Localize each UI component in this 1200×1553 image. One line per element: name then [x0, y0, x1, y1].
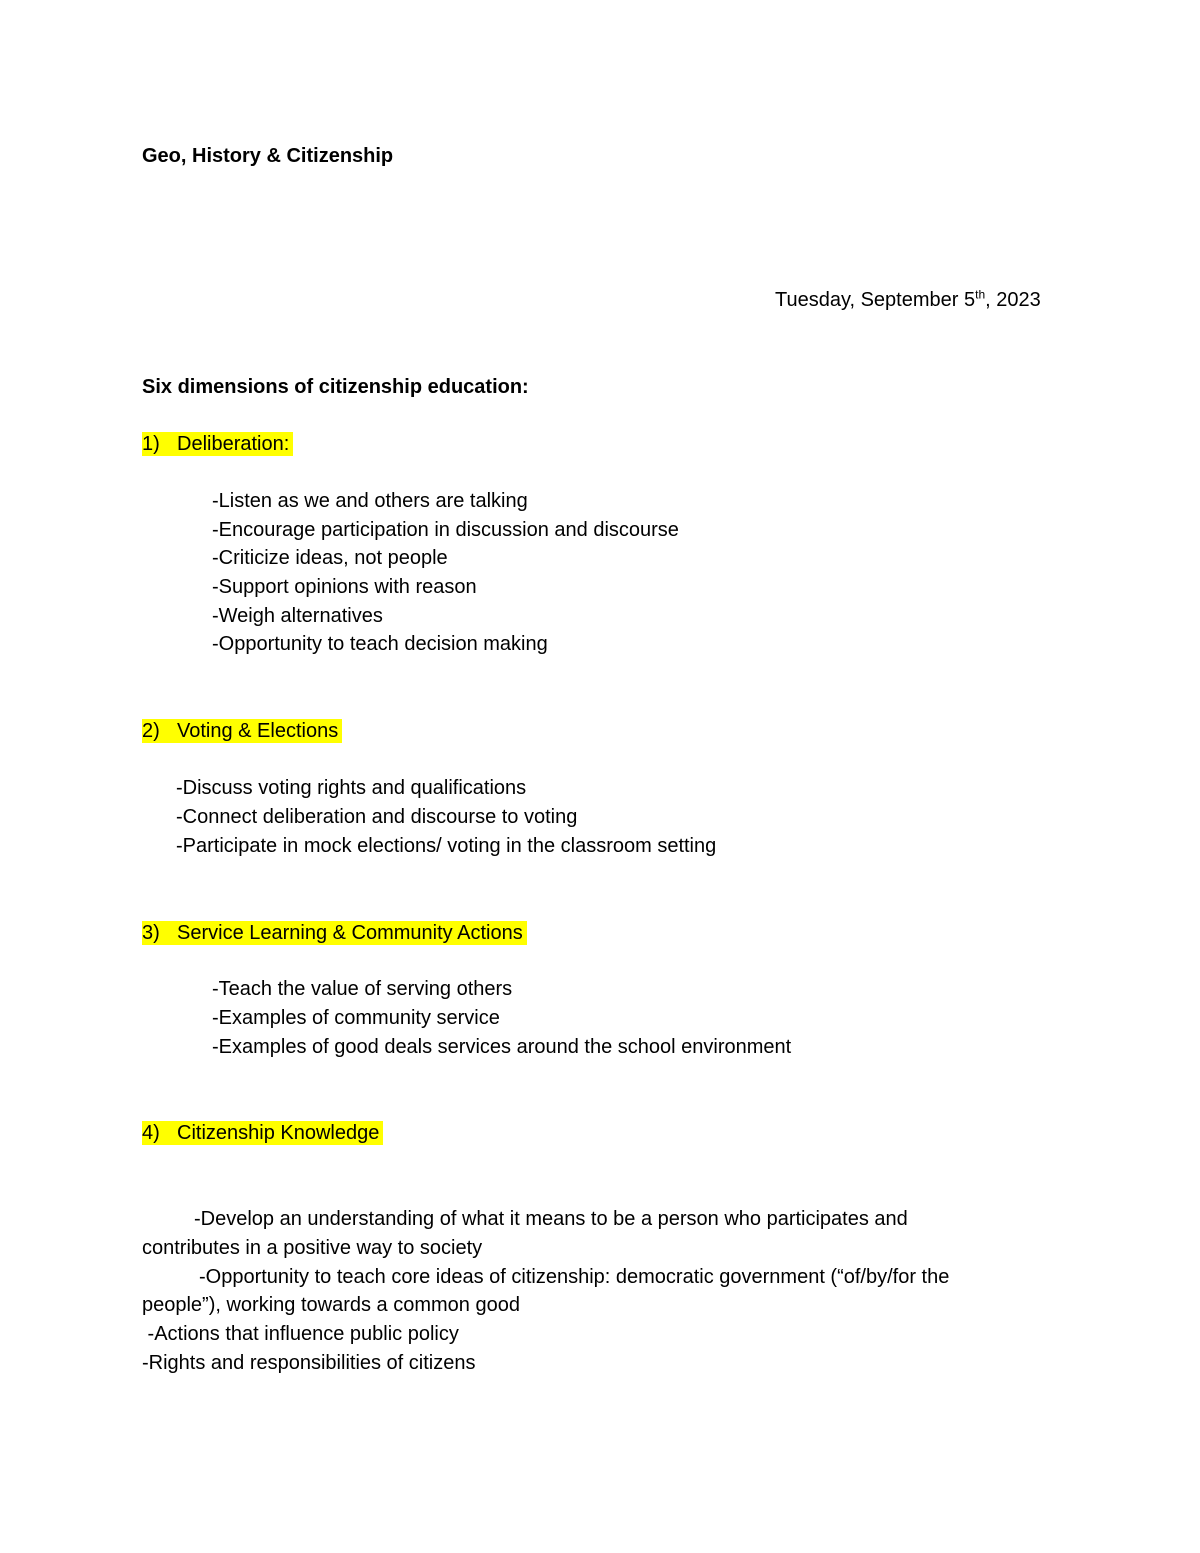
date-ordinal-suffix: th	[975, 287, 986, 302]
section-number: 2)	[142, 720, 160, 742]
paragraph-line: people”), working towards a common good	[142, 1294, 520, 1316]
list-item: -Connect deliberation and discourse to voting	[176, 806, 578, 828]
section-title-text: Service Learning & Community Actions	[177, 922, 523, 944]
highlight	[142, 719, 342, 743]
list-item: -Opportunity to teach decision making	[212, 633, 548, 655]
section-1-title	[142, 430, 293, 458]
list-item: -Weigh alternatives	[212, 605, 383, 627]
list-item: -Criticize ideas, not people	[212, 547, 448, 569]
date-line	[775, 286, 1041, 314]
highlight	[142, 921, 527, 945]
section-title-text: Voting & Elections	[177, 720, 339, 742]
highlight	[142, 1121, 383, 1145]
course-title: Geo, History & Citizenship	[142, 145, 394, 167]
list-item: -Participate in mock elections/ voting in the classroom setting	[176, 835, 717, 857]
section-2-title	[142, 717, 342, 745]
section-3-title	[142, 919, 527, 947]
paragraph-line: -Rights and responsibilities of citizens	[142, 1352, 476, 1374]
section-4-title	[142, 1119, 383, 1147]
list-item: -Examples of community service	[212, 1007, 500, 1029]
section-number: 4)	[142, 1122, 160, 1144]
section-number: 3)	[142, 922, 160, 944]
paragraph-line: -Develop an understanding of what it means to be a person who participates and	[194, 1208, 908, 1230]
section-title-text: Citizenship Knowledge	[177, 1122, 380, 1144]
section-number: 1)	[142, 433, 160, 455]
list-item: -Examples of good deals services around the school environment	[212, 1036, 792, 1058]
section-heading: Six dimensions of citizenship education:	[142, 376, 529, 398]
list-item: -Teach the value of serving others	[212, 978, 513, 1000]
paragraph-line: -Opportunity to teach core ideas of citizenship: democratic government (“of/by/for the	[199, 1266, 950, 1288]
paragraph-line: contributes in a positive way to society	[142, 1237, 483, 1259]
highlight	[142, 432, 293, 456]
list-item: -Discuss voting rights and qualifications	[176, 777, 527, 799]
list-item: -Encourage participation in discussion and discourse	[212, 519, 679, 541]
list-item: -Support opinions with reason	[212, 576, 477, 598]
list-item: -Listen as we and others are talking	[212, 490, 528, 512]
date-year: , 2023	[985, 289, 1041, 311]
date-text: Tuesday, September 5	[775, 289, 976, 311]
paragraph-line: -Actions that influence public policy	[142, 1323, 459, 1345]
section-title-text: Deliberation:	[177, 433, 290, 455]
